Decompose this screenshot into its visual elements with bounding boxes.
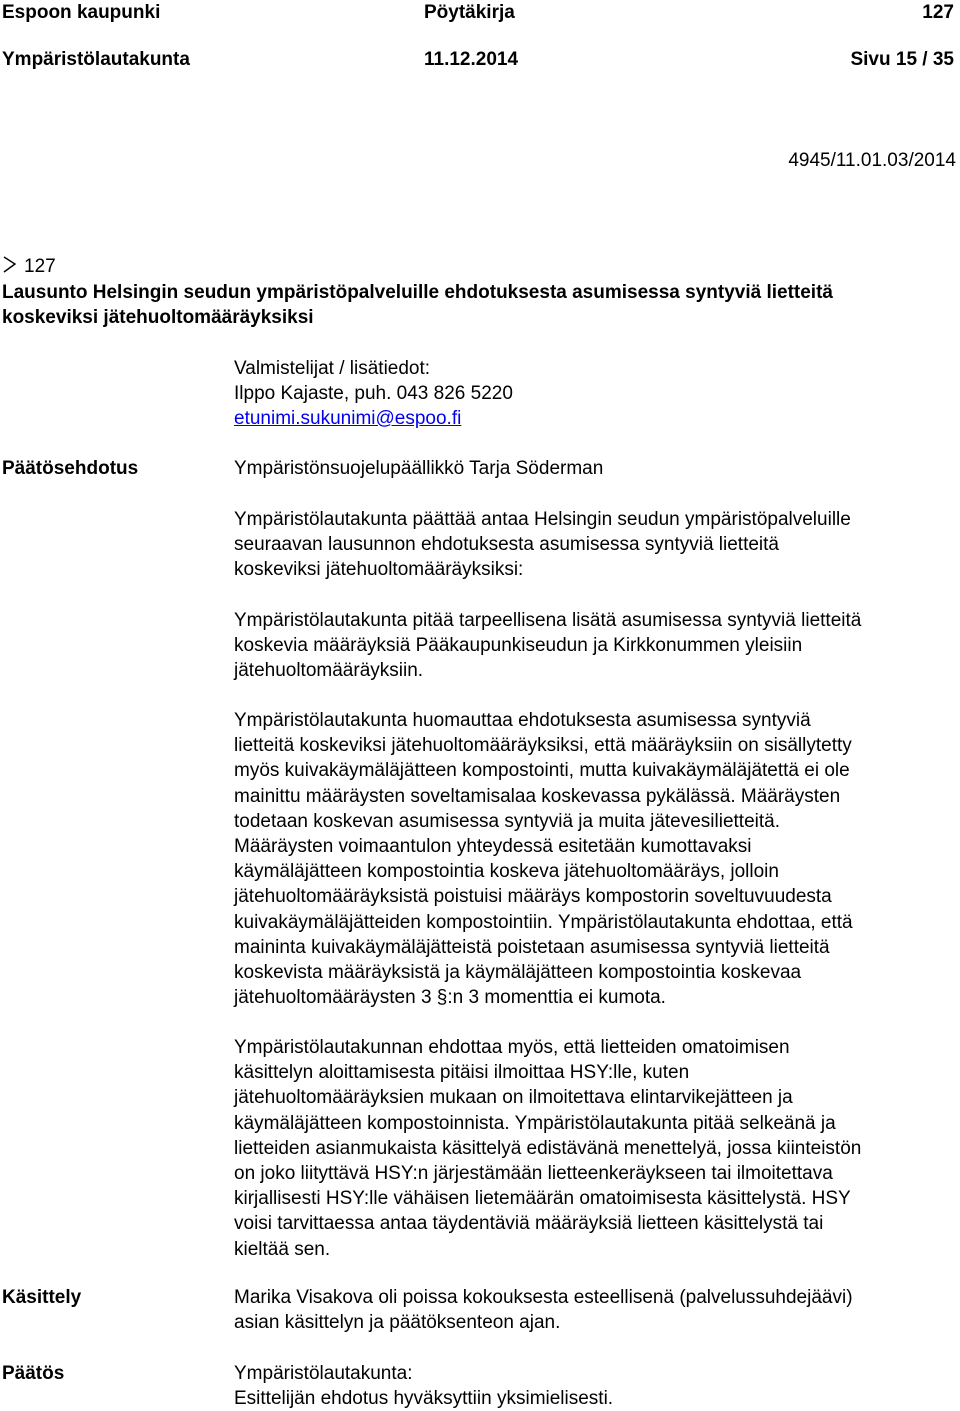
header-org: Espoon kaupunki — [2, 2, 161, 23]
case-number: 127 — [24, 256, 56, 277]
proposal-paragraph-2 — [234, 608, 958, 684]
paragraph-line: maininta kuivakäymäläjätteistä poistetaan asumisessa syntyviä lietteitä — [234, 936, 830, 958]
paragraph-line: kuivakäymäläjätteiden kompostointiin. Ympäristölautakunta ehdottaa, että — [234, 911, 853, 933]
paragraph-line: todetaan koskevan asumisessa syntyviä ja muita jätevesilietteitä. — [234, 810, 780, 832]
header-section-number: 127 — [922, 2, 954, 23]
decision-text — [234, 1361, 958, 1411]
paragraph-line: käymäläjätteen kompostoinnista. Ympäristölautakunta pitää selkeänä ja — [234, 1112, 836, 1134]
proposal-paragraph-1 — [234, 507, 958, 583]
header-doc-type: Pöytäkirja — [424, 2, 515, 23]
paragraph-line: Ympäristölautakunta päättää antaa Helsingin seudun ympäristöpalveluille — [234, 509, 851, 530]
paragraph-line: seuraavan lausunnon ehdotuksesta asumisessa syntyviä lietteitä — [234, 534, 779, 556]
paragraph-line: voisi tarvittaessa antaa täydentäviä määräyksiä lietteen käsittelystä tai — [234, 1213, 824, 1235]
paragraph-line: Esittelijän ehdotus hyväksyttiin yksimielisesti. — [234, 1388, 614, 1410]
paragraph-line: käymäläjätteen kompostointia koskeva jätehuoltomääräys, jolloin — [234, 861, 779, 883]
case-title-line-2: koskeviksi jätehuoltomääräyksiksi — [2, 307, 314, 328]
proposal-label: Päätösehdotus — [2, 458, 139, 479]
paragraph-line: asian käsittelyn ja päätöksenteon ajan. — [234, 1312, 561, 1334]
paragraph-line: Ympäristölautakunnan ehdottaa myös, että lietteiden omatoimisen — [234, 1037, 790, 1058]
decision-label: Päätös — [2, 1363, 65, 1384]
paragraph-line: Määräysten voimaantulon yhteydessä esitetään kumottavaksi — [234, 836, 752, 858]
proposal-paragraph-3 — [234, 708, 958, 1010]
paragraph-line: koskevia määräyksiä Pääkaupunkiseudun ja Kirkkonummen yleisiin — [234, 635, 803, 657]
case-reference: 4945/11.01.03/2014 — [788, 150, 956, 171]
paragraph-line: mainittu määräysten soveltamisalaa koskevassa pykälässä. Määräysten — [234, 785, 841, 807]
paragraph-mark-icon — [3, 255, 17, 275]
header-date: 11.12.2014 — [424, 49, 519, 70]
paragraph-line: Ympäristölautakunta pitää tarpeellisena lisätä asumisessa syntyviä lietteitä — [234, 610, 862, 631]
paragraph-line: on joko liityttävä HSY:n järjestämään lietteenkeräykseen tai ilmoitettava — [234, 1163, 833, 1185]
paragraph-line: lietteitä koskeviksi jätehuoltomääräyksiksi, että määräyksiin on sisällytetty — [234, 735, 852, 757]
preparers-contact: Ilppo Kajaste, puh. 043 826 5220 — [234, 383, 513, 404]
paragraph-line: myös kuivakäymäläjätteen kompostointi, mutta kuivakäymäläjätettä ei ole — [234, 760, 850, 782]
paragraph-line: koskevista määräyksistä ja käymäläjätteen kompostointia koskevaa — [234, 962, 802, 984]
paragraph-line: Marika Visakova oli poissa kokouksesta esteellisenä (palvelussuhdejäävi) — [234, 1287, 853, 1308]
paragraph-line: jätehuoltomääräyksistä poistuisi määräys kompostorin soveltuvuudesta — [234, 886, 832, 908]
paragraph-line: jätehuoltomääräyksien mukaan on ilmoitettava elintarvikejätteen ja — [234, 1087, 793, 1109]
paragraph-line: jätehuoltomääräysten 3 §:n 3 momenttia ei kumota. — [234, 987, 666, 1009]
preparers-email-link[interactable]: etunimi.sukunimi@espoo.fi — [234, 408, 462, 429]
proposal-proposer: Ympäristönsuojelupäällikkö Tarja Söderman — [234, 458, 604, 479]
paragraph-line: käsittelyn aloittamisesta pitäisi ilmoittaa HSY:lle, kuten — [234, 1062, 690, 1084]
header-board: Ympäristölautakunta — [2, 49, 190, 70]
paragraph-line: Ympäristölautakunta: — [234, 1363, 413, 1384]
preparers-label: Valmistelijat / lisätiedot: — [234, 358, 431, 379]
paragraph-line: jätehuoltomääräyksiin. — [234, 660, 424, 682]
header-page-number: Sivu 15 / 35 — [850, 49, 954, 70]
paragraph-line: kirjallisesti HSY:lle vähäisen lietemäärän omatoimisesta käsittelystä. HSY — [234, 1188, 851, 1210]
paragraph-line: lietteiden asianmukaista käsittelyä edistävänä menettelyä, jossa kiinteistön — [234, 1137, 862, 1159]
processing-text — [234, 1285, 958, 1335]
case-title-line-1: Lausunto Helsingin seudun ympäristöpalveluille ehdotuksesta asumisessa syntyviä lietteitä — [2, 282, 833, 303]
proposal-paragraph-4 — [234, 1035, 958, 1262]
paragraph-line: kieltää sen. — [234, 1238, 331, 1260]
paragraph-line: koskeviksi jätehuoltomääräyksiksi: — [234, 559, 524, 581]
processing-label: Käsittely — [2, 1287, 82, 1308]
paragraph-line: Ympäristölautakunta huomauttaa ehdotuksesta asumisessa syntyviä — [234, 710, 811, 731]
